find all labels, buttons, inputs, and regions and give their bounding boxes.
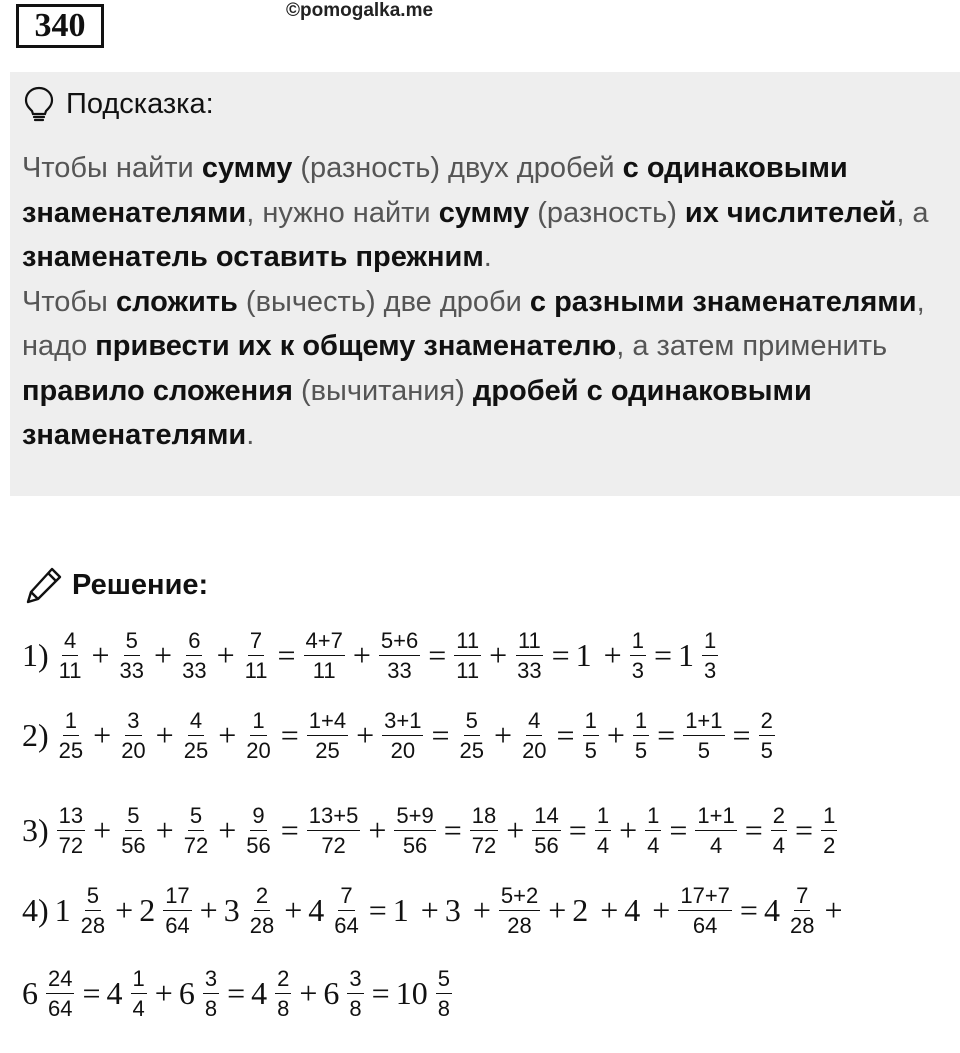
operator: + — [356, 716, 375, 753]
numerator: 4 — [188, 707, 204, 736]
numerator: 13 — [57, 802, 85, 831]
hint-text-run: . — [483, 241, 492, 273]
operator: + — [352, 636, 371, 673]
hint-text-run: (разность) — [529, 196, 685, 229]
term: 3) — [22, 811, 49, 848]
numerator: 5+9 — [394, 802, 435, 831]
operator: = — [82, 974, 101, 1011]
fraction — [499, 882, 540, 939]
fraction — [304, 627, 345, 684]
operator: = — [732, 716, 751, 753]
fraction — [182, 802, 210, 859]
fraction — [520, 707, 548, 764]
fraction — [248, 882, 276, 939]
denominator: 25 — [315, 737, 340, 763]
denominator: 11 — [58, 657, 82, 683]
operator: + — [489, 636, 508, 673]
operator: = — [368, 891, 387, 928]
operator: + — [368, 811, 387, 848]
term: 6 — [178, 974, 195, 1011]
fraction — [57, 627, 84, 684]
numerator: 5 — [125, 802, 141, 831]
operator: + — [93, 811, 112, 848]
fraction — [119, 802, 147, 859]
watermark: ©pomogalka.me — [286, 0, 434, 21]
operator: + — [619, 811, 638, 848]
operator: + — [154, 974, 173, 1011]
equation-line — [22, 795, 839, 865]
denominator: 56 — [246, 832, 271, 858]
denominator: 25 — [58, 737, 84, 763]
term: 1) — [22, 636, 49, 673]
fraction — [695, 802, 736, 859]
fraction — [347, 965, 363, 1022]
operator: + — [216, 636, 235, 673]
numerator: 24 — [46, 965, 74, 994]
denominator: 8 — [437, 995, 450, 1021]
denominator: 4 — [709, 832, 723, 858]
numerator: 7 — [248, 627, 264, 656]
fraction — [203, 965, 219, 1022]
denominator: 56 — [402, 832, 428, 858]
pencil-icon — [24, 565, 64, 605]
operator: = — [443, 811, 462, 848]
fraction — [275, 965, 291, 1022]
denominator: 33 — [182, 657, 207, 683]
hint-text — [22, 146, 942, 458]
denominator: 4 — [647, 832, 660, 858]
hint-text-run: Чтобы — [22, 285, 116, 318]
hint-emphasis: сумму — [201, 152, 293, 184]
operator: = — [556, 716, 575, 753]
numerator: 5 — [464, 707, 480, 736]
numerator: 2 — [771, 802, 787, 831]
fraction — [454, 627, 481, 684]
numerator: 9 — [250, 802, 266, 831]
numerator: 1+4 — [307, 707, 348, 736]
operator: + — [299, 974, 318, 1011]
denominator: 5 — [634, 737, 648, 763]
numerator: 3+1 — [382, 707, 423, 736]
operator: + — [548, 891, 567, 928]
operator: + — [824, 891, 843, 928]
numerator: 1+1 — [683, 707, 724, 736]
term: 3 — [223, 891, 240, 928]
numerator: 4+7 — [304, 627, 345, 656]
fraction — [630, 627, 646, 684]
fraction — [702, 627, 718, 684]
operator: = — [277, 636, 296, 673]
numerator: 18 — [470, 802, 498, 831]
denominator: 28 — [789, 912, 815, 938]
numerator: 7 — [794, 882, 810, 911]
operator: + — [199, 891, 218, 928]
denominator: 4 — [132, 995, 145, 1021]
fraction — [180, 627, 208, 684]
term: 2) — [22, 716, 49, 753]
operator: + — [494, 716, 513, 753]
fraction — [379, 627, 420, 684]
equation-line — [22, 958, 454, 1028]
denominator: 33 — [517, 657, 542, 683]
denominator: 33 — [119, 657, 145, 683]
numerator: 1 — [131, 965, 147, 994]
term: 2 — [139, 891, 156, 928]
operator: = — [227, 974, 246, 1011]
denominator: 20 — [522, 737, 547, 763]
numerator: 1+1 — [695, 802, 736, 831]
equation-line — [22, 875, 848, 945]
operator: = — [428, 636, 447, 673]
fraction — [119, 707, 147, 764]
numerator: 1 — [645, 802, 661, 831]
fraction — [382, 707, 423, 764]
term: 1 — [678, 636, 695, 673]
denominator: 2 — [823, 832, 836, 858]
hint-text-run: , а затем применить — [616, 330, 888, 362]
numerator: 11 — [454, 627, 481, 656]
numerator: 2 — [759, 707, 775, 736]
numerator: 5+6 — [379, 627, 420, 656]
operator: + — [93, 716, 112, 753]
term: 10 — [395, 974, 428, 1011]
numerator: 13+5 — [307, 802, 361, 831]
solution-title-text: Решение: — [72, 568, 209, 601]
fraction — [394, 802, 435, 859]
denominator: 5 — [697, 737, 710, 763]
fraction — [645, 802, 661, 859]
operator: + — [155, 811, 174, 848]
denominator: 64 — [48, 995, 73, 1021]
hint-emphasis: сумму — [438, 196, 530, 229]
numerator: 1 — [702, 627, 718, 656]
denominator: 72 — [58, 832, 84, 858]
fraction — [307, 802, 361, 859]
fraction — [683, 707, 724, 764]
operator: = — [431, 716, 450, 753]
denominator: 20 — [121, 737, 146, 763]
numerator: 3 — [125, 707, 141, 736]
operator: = — [657, 716, 676, 753]
numerator: 1 — [633, 707, 649, 736]
denominator: 3 — [631, 657, 644, 683]
fraction — [244, 707, 272, 764]
fraction — [182, 707, 210, 764]
fraction — [46, 965, 74, 1022]
numerator: 5+2 — [499, 882, 540, 911]
denominator: 64 — [165, 912, 190, 938]
operator: + — [472, 891, 491, 928]
fraction — [118, 627, 146, 684]
denominator: 56 — [534, 832, 559, 858]
fraction — [515, 627, 543, 684]
fraction — [163, 882, 191, 939]
hint-emphasis: дробей с одинаковыми знаменателями — [22, 374, 812, 451]
denominator: 64 — [692, 912, 718, 938]
task-number: 340 — [16, 4, 104, 48]
operator: = — [739, 891, 758, 928]
fraction — [532, 802, 560, 859]
numerator: 2 — [275, 965, 291, 994]
hint-text-run: . — [246, 419, 255, 451]
operator: = — [280, 811, 299, 848]
fraction — [307, 707, 348, 764]
operator: + — [600, 891, 619, 928]
numerator: 1 — [821, 802, 837, 831]
term: 1 — [54, 891, 71, 928]
numerator: 1 — [583, 707, 599, 736]
fraction — [470, 802, 498, 859]
denominator: 8 — [277, 995, 290, 1021]
hint-text-run: , нужно найти — [246, 196, 439, 229]
operator: + — [154, 636, 173, 673]
hint-emphasis: с разными знаменателями — [529, 285, 917, 318]
denominator: 4 — [596, 832, 610, 858]
denominator: 33 — [387, 657, 412, 683]
numerator: 1 — [63, 707, 79, 736]
fraction — [821, 802, 837, 859]
fraction — [79, 882, 107, 939]
numerator: 17+7 — [678, 882, 732, 911]
numerator: 4 — [62, 627, 78, 656]
operator: = — [280, 716, 299, 753]
hint-title — [24, 82, 214, 126]
denominator: 20 — [246, 737, 271, 763]
operator: = — [551, 636, 570, 673]
hint-text-run: (разность) двух дробей — [292, 152, 623, 184]
term: 6 — [22, 974, 38, 1011]
hint-emphasis: привести их к общему знаменателю — [95, 330, 617, 362]
numerator: 7 — [338, 882, 354, 911]
denominator: 8 — [349, 995, 362, 1021]
hint-emphasis: с одинаковыми знаменателями — [22, 152, 848, 229]
hint-text-run: (вычесть) две дроби — [237, 285, 530, 318]
fraction — [759, 707, 775, 764]
fraction — [583, 707, 599, 764]
hint-paragraph — [22, 280, 942, 458]
denominator: 64 — [334, 912, 359, 938]
numerator: 11 — [516, 627, 543, 656]
fraction — [633, 707, 649, 764]
fraction — [57, 802, 85, 859]
denominator: 72 — [321, 832, 346, 858]
denominator: 3 — [704, 657, 717, 683]
operator: = — [669, 811, 688, 848]
term: 6 — [323, 974, 340, 1011]
denominator: 56 — [121, 832, 146, 858]
hint-title-text: Подсказка: — [66, 87, 214, 120]
numerator: 3 — [203, 965, 219, 994]
hint-text-run: (вычитания) — [292, 374, 473, 407]
denominator: 72 — [471, 832, 497, 858]
hint-text-run: Чтобы найти — [22, 152, 202, 184]
numerator: 17 — [163, 882, 191, 911]
denominator: 25 — [183, 737, 209, 763]
lightbulb-icon — [24, 86, 54, 122]
numerator: 1 — [595, 802, 611, 831]
operator: + — [420, 891, 439, 928]
denominator: 5 — [584, 737, 597, 763]
operator: + — [506, 811, 525, 848]
operator: = — [744, 811, 763, 848]
hint-text-run: , а — [896, 196, 929, 229]
term: 4 — [763, 891, 780, 928]
operator: + — [652, 891, 671, 928]
numerator: 5 — [85, 882, 101, 911]
numerator: 3 — [347, 965, 363, 994]
numerator: 5 — [124, 627, 140, 656]
equation-line — [22, 620, 720, 690]
hint-emphasis: сложить — [115, 285, 238, 318]
term: 3 — [444, 891, 461, 928]
numerator: 5 — [436, 965, 452, 994]
denominator: 11 — [244, 657, 268, 683]
numerator: 1 — [250, 707, 266, 736]
numerator: 14 — [532, 802, 560, 831]
hint-text-run: , надо — [22, 285, 925, 362]
operator: + — [284, 891, 303, 928]
equation-line — [22, 700, 777, 770]
term: 4 — [624, 891, 641, 928]
fraction — [595, 802, 611, 859]
denominator: 28 — [80, 912, 106, 938]
numerator: 2 — [254, 882, 270, 911]
denominator: 28 — [507, 912, 532, 938]
hint-emphasis: их числителей — [684, 196, 897, 229]
denominator: 25 — [459, 737, 485, 763]
fraction — [244, 802, 272, 859]
operator: = — [371, 974, 390, 1011]
denominator: 5 — [760, 737, 773, 763]
numerator: 5 — [188, 802, 204, 831]
operator: = — [653, 636, 673, 673]
fraction — [243, 627, 270, 684]
operator: + — [91, 636, 110, 673]
fraction — [458, 707, 486, 764]
solution-title — [24, 560, 208, 610]
term: 4 — [251, 974, 268, 1011]
operator: + — [115, 891, 134, 928]
fraction — [678, 882, 732, 939]
fraction — [57, 707, 85, 764]
hint-emphasis: знаменатель оставить прежним — [22, 241, 484, 273]
fraction — [771, 802, 787, 859]
operator: + — [603, 636, 622, 673]
fraction — [131, 965, 147, 1022]
fraction — [436, 965, 452, 1022]
fraction — [788, 882, 816, 939]
term: 4) — [22, 891, 49, 928]
numerator: 6 — [186, 627, 202, 656]
hint-emphasis: правило сложения — [22, 374, 293, 407]
numerator: 1 — [630, 627, 646, 656]
numerator: 4 — [526, 707, 542, 736]
denominator: 28 — [249, 912, 275, 938]
term: 2 — [572, 891, 589, 928]
operator: + — [218, 716, 237, 753]
fraction — [332, 882, 360, 939]
operator: = — [795, 811, 814, 848]
operator: + — [155, 716, 174, 753]
denominator: 11 — [456, 657, 480, 683]
operator: = — [568, 811, 587, 848]
term: 4 — [308, 891, 325, 928]
operator: + — [606, 716, 625, 753]
term: 1 — [575, 636, 592, 673]
term: 1 — [392, 891, 409, 928]
denominator: 8 — [204, 995, 218, 1021]
hint-paragraph — [22, 146, 942, 280]
denominator: 4 — [772, 832, 786, 858]
denominator: 72 — [183, 832, 209, 858]
denominator: 11 — [312, 657, 336, 683]
denominator: 20 — [390, 737, 416, 763]
operator: + — [218, 811, 237, 848]
term: 4 — [106, 974, 123, 1011]
